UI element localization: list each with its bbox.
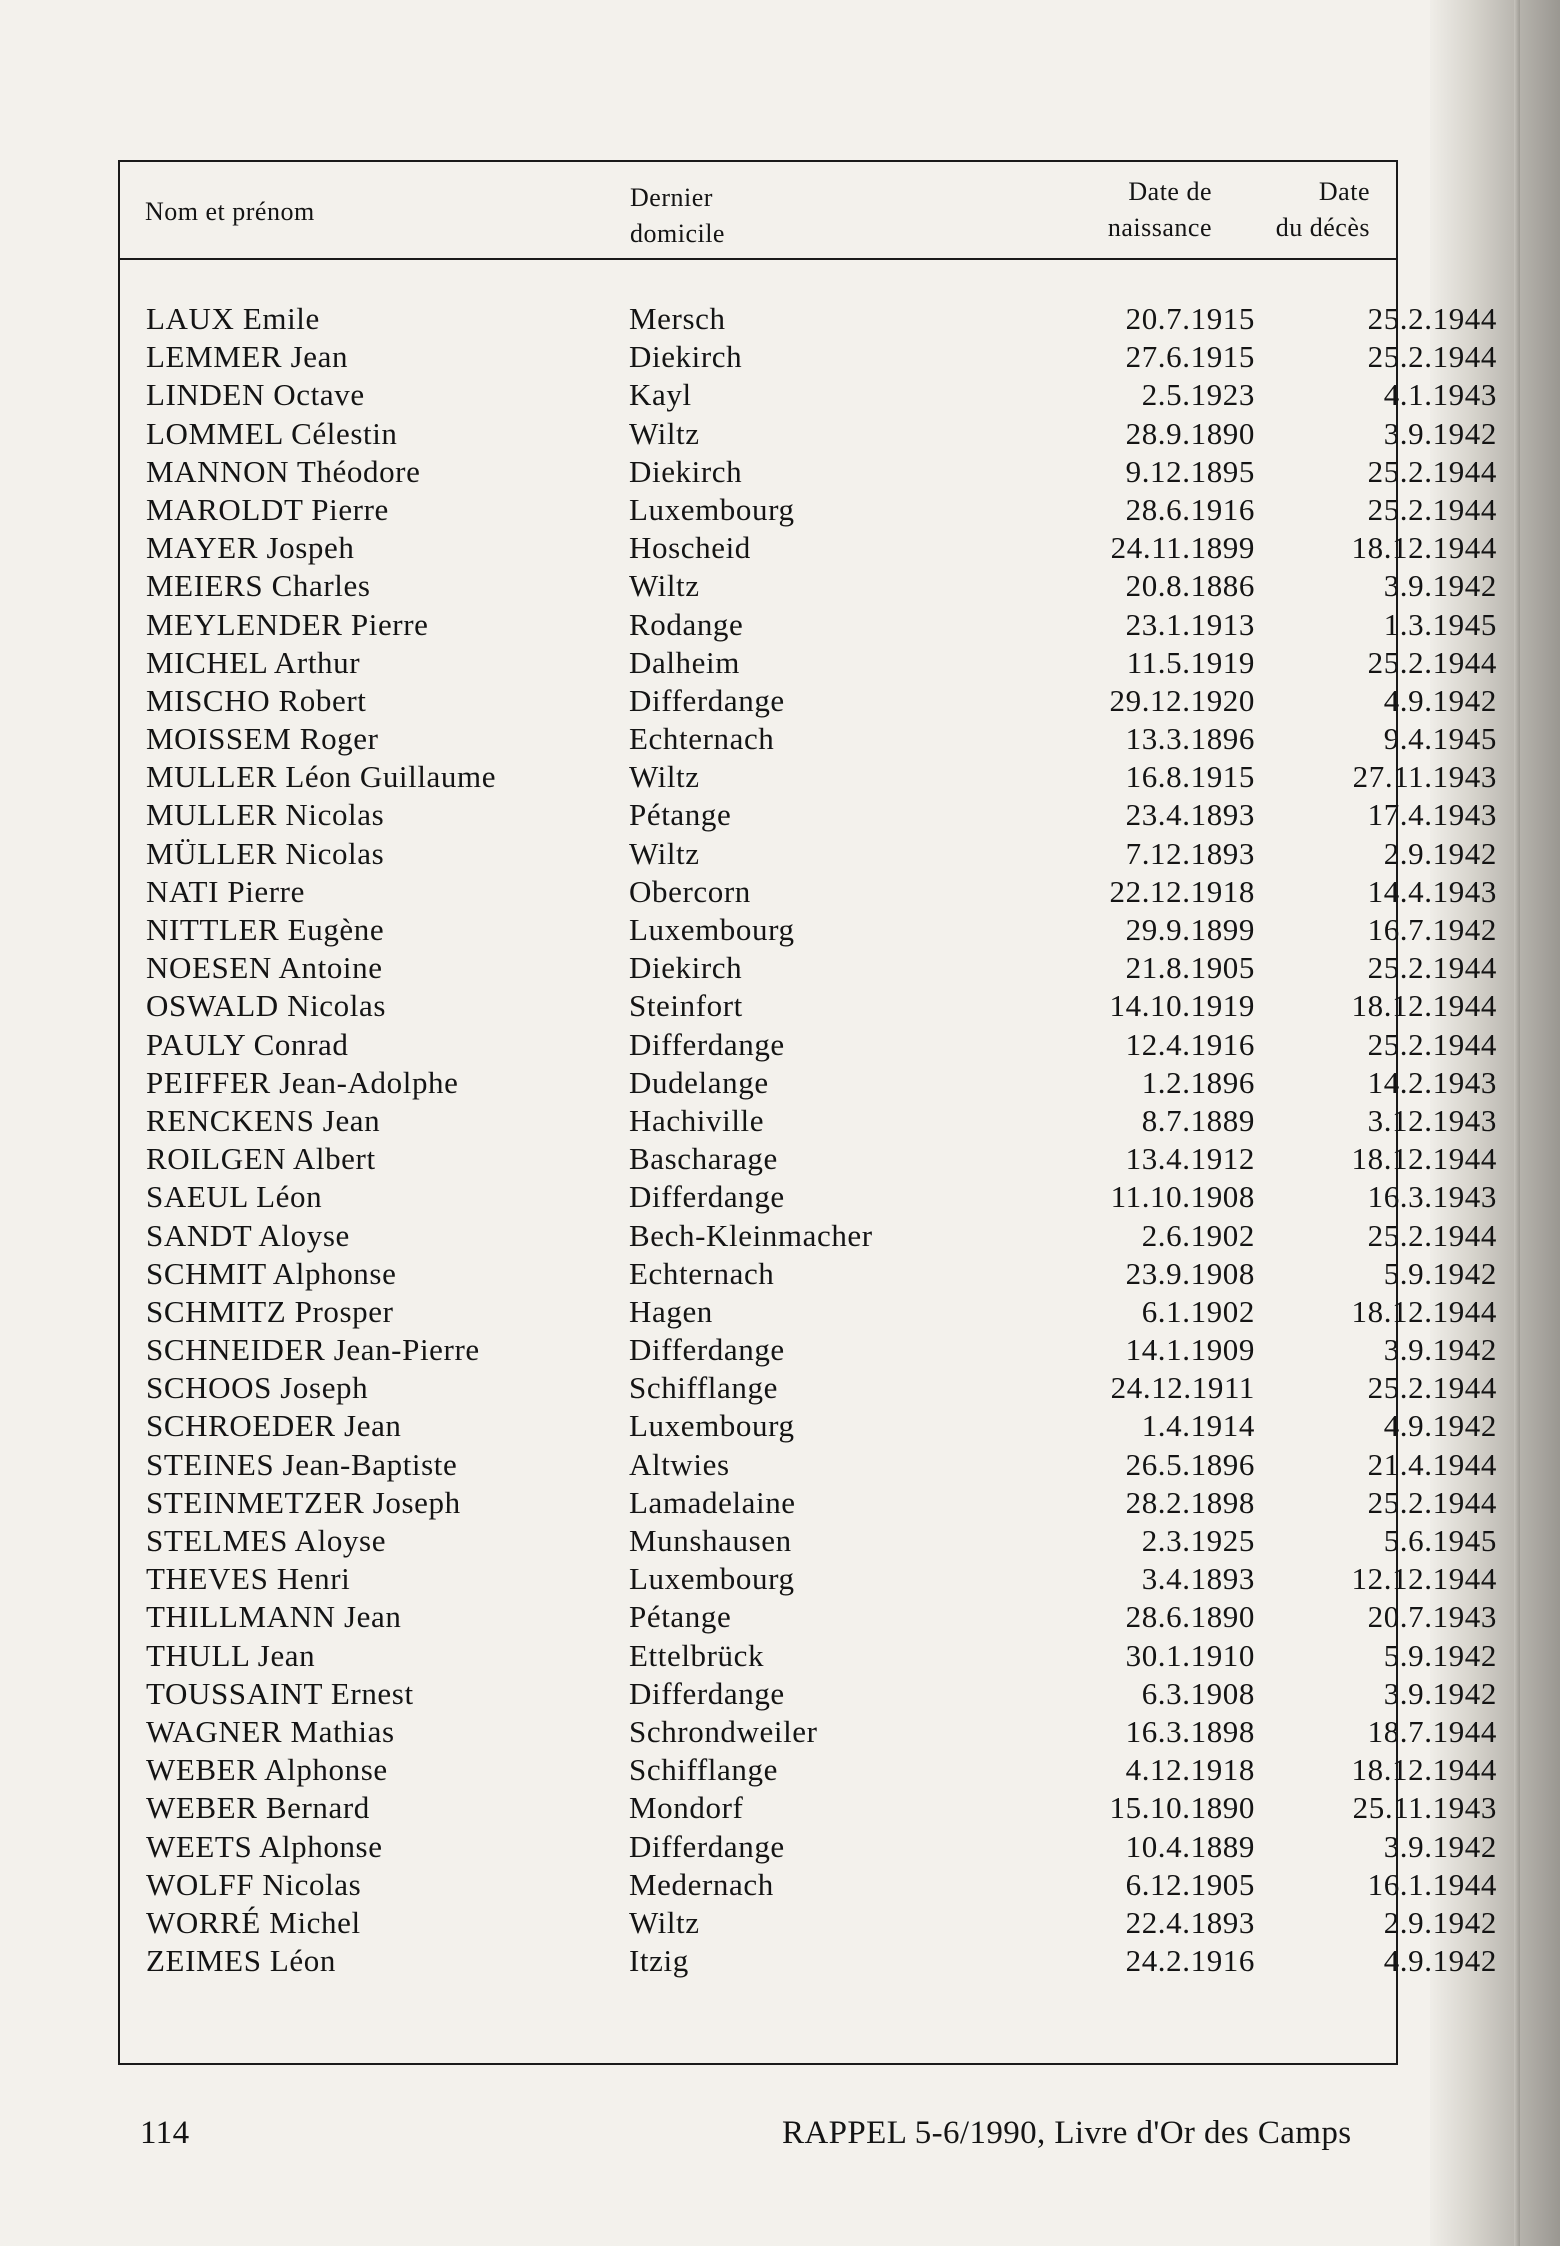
cell-birth-date: 20.7.1915 — [1125, 301, 1255, 336]
cell-name: MANNON Théodore — [146, 453, 421, 489]
cell-birth-date: 14.1.1909 — [1125, 1332, 1255, 1368]
cell-birth-date: 30.1.1910 — [1125, 1637, 1255, 1673]
cell-domicile: Steinfort — [629, 988, 743, 1024]
cell-birth-date: 23.1.1913 — [1125, 606, 1255, 642]
table-row — [120, 1293, 1497, 1331]
cell-birth-date: 28.6.1916 — [1125, 491, 1255, 527]
table-row — [120, 1637, 1497, 1675]
cell-birth-date: 11.5.1919 — [1126, 644, 1255, 680]
cell-domicile: Wiltz — [629, 1904, 700, 1940]
cell-birth-date: 1.2.1896 — [1141, 1064, 1255, 1100]
table-row — [120, 1598, 1497, 1636]
cell-birth-date: 2.6.1902 — [1141, 1217, 1255, 1253]
cell-death-date: 4.9.1942 — [1383, 1943, 1497, 1979]
cell-domicile: Rodange — [629, 606, 744, 642]
table-row — [120, 1828, 1497, 1866]
column-header-domicile — [630, 180, 830, 252]
cell-domicile: Munshausen — [629, 1523, 792, 1558]
table-row — [120, 415, 1497, 453]
cell-birth-date: 6.12.1905 — [1125, 1866, 1255, 1902]
cell-death-date: 9.4.1945 — [1383, 721, 1497, 757]
column-header-name: Nom et prénom — [145, 197, 315, 226]
cell-name: MULLER Nicolas — [146, 797, 385, 833]
cell-name: MAYER Jospeh — [146, 530, 355, 566]
cell-name: LAUX Emile — [146, 301, 320, 336]
column-header-death-line1: Date — [1318, 177, 1370, 206]
cell-death-date: 21.4.1944 — [1367, 1446, 1497, 1482]
table-row — [120, 835, 1497, 873]
cell-death-date: 18.12.1944 — [1351, 1293, 1497, 1329]
cell-name: PAULY Conrad — [146, 1026, 349, 1062]
cell-name: SCHNEIDER Jean-Pierre — [146, 1332, 480, 1368]
table-row — [120, 682, 1497, 720]
cell-name: STEINES Jean-Baptiste — [146, 1446, 458, 1482]
cell-birth-date: 23.4.1893 — [1125, 797, 1255, 833]
cell-domicile: Medernach — [629, 1866, 774, 1902]
cell-birth-date: 22.4.1893 — [1125, 1904, 1255, 1940]
cell-name: MEIERS Charles — [146, 568, 371, 604]
cell-death-date: 25.2.1944 — [1367, 1026, 1497, 1062]
table-row — [120, 1560, 1497, 1598]
cell-name: WOLFF Nicolas — [146, 1866, 362, 1902]
cell-birth-date: 28.2.1898 — [1125, 1484, 1255, 1520]
cell-name: PEIFFER Jean-Adolphe — [146, 1064, 459, 1100]
cell-birth-date: 13.4.1912 — [1125, 1141, 1255, 1177]
cell-death-date: 25.2.1944 — [1367, 644, 1497, 680]
cell-death-date: 5.9.1942 — [1383, 1637, 1497, 1673]
table-row — [120, 1484, 1497, 1522]
cell-domicile: Wiltz — [629, 568, 700, 604]
cell-name: THULL Jean — [146, 1637, 316, 1673]
cell-domicile: Luxembourg — [629, 1408, 795, 1444]
cell-birth-date: 10.4.1889 — [1125, 1828, 1255, 1864]
cell-death-date: 5.6.1945 — [1383, 1523, 1497, 1558]
table-body — [120, 300, 1497, 1980]
cell-name: WEBER Bernard — [146, 1790, 370, 1826]
cell-name: SANDT Aloyse — [146, 1217, 350, 1253]
table-row — [120, 1026, 1497, 1064]
table-row — [120, 1866, 1497, 1904]
page-edge — [1514, 0, 1520, 2246]
table-row — [120, 1675, 1497, 1713]
table-row — [120, 606, 1497, 644]
cell-domicile: Differdange — [629, 1179, 785, 1215]
cell-birth-date: 23.9.1908 — [1125, 1255, 1255, 1291]
cell-death-date: 3.9.1942 — [1383, 415, 1497, 451]
cell-birth-date: 9.12.1895 — [1125, 453, 1255, 489]
cell-death-date: 1.3.1945 — [1383, 606, 1497, 642]
cell-domicile: Mersch — [629, 301, 726, 336]
cell-name: LINDEN Octave — [146, 377, 365, 413]
cell-birth-date: 22.12.1918 — [1109, 873, 1255, 909]
cell-name: MOISSEM Roger — [146, 721, 379, 757]
table-row — [120, 376, 1497, 414]
cell-death-date: 25.2.1944 — [1367, 301, 1497, 336]
table-row — [120, 1751, 1497, 1789]
cell-birth-date: 4.12.1918 — [1125, 1752, 1255, 1788]
cell-birth-date: 21.8.1905 — [1125, 950, 1255, 986]
cell-domicile: Hachiville — [629, 1102, 765, 1138]
cell-death-date: 25.2.1944 — [1367, 453, 1497, 489]
cell-birth-date: 6.1.1902 — [1141, 1293, 1255, 1329]
cell-death-date: 2.9.1942 — [1383, 1904, 1497, 1940]
cell-birth-date: 2.3.1925 — [1141, 1523, 1255, 1558]
table-row — [120, 1446, 1497, 1484]
table-row — [120, 1942, 1497, 1980]
cell-domicile: Wiltz — [629, 415, 700, 451]
cell-birth-date: 14.10.1919 — [1109, 988, 1255, 1024]
cell-domicile: Schifflange — [629, 1752, 778, 1788]
table-row — [120, 1904, 1497, 1942]
table-row — [120, 1522, 1497, 1560]
cell-birth-date: 24.12.1911 — [1110, 1370, 1255, 1406]
cell-birth-date: 24.11.1899 — [1110, 530, 1255, 566]
cell-name: SCHOOS Joseph — [146, 1370, 369, 1406]
cell-domicile: Differdange — [629, 1828, 785, 1864]
cell-birth-date: 28.9.1890 — [1125, 415, 1255, 451]
cell-domicile: Pétange — [629, 1599, 732, 1635]
cell-death-date: 25.2.1944 — [1367, 950, 1497, 986]
cell-death-date: 17.4.1943 — [1367, 797, 1497, 833]
cell-death-date: 25.11.1943 — [1352, 1790, 1497, 1826]
table-row — [120, 300, 1497, 338]
table-row — [120, 1369, 1497, 1407]
cell-name: STEINMETZER Joseph — [146, 1484, 461, 1520]
cell-birth-date: 11.10.1908 — [1110, 1179, 1255, 1215]
cell-domicile: Wiltz — [629, 759, 700, 795]
table-row — [120, 1064, 1497, 1102]
cell-death-date: 16.7.1942 — [1367, 912, 1497, 947]
table-row — [120, 1789, 1497, 1827]
cell-birth-date: 16.3.1898 — [1125, 1713, 1255, 1749]
table-row — [120, 529, 1497, 567]
cell-domicile: Altwies — [629, 1446, 730, 1482]
cell-death-date: 4.1.1943 — [1383, 377, 1497, 413]
cell-name: SCHROEDER Jean — [146, 1408, 402, 1444]
cell-death-date: 4.9.1942 — [1383, 682, 1497, 718]
cell-name: STELMES Aloyse — [146, 1523, 387, 1558]
cell-domicile: Wiltz — [629, 835, 700, 871]
table-row — [120, 1102, 1497, 1140]
cell-name: SAEUL Léon — [146, 1179, 323, 1215]
table-row — [120, 949, 1497, 987]
cell-name: WEETS Alphonse — [146, 1828, 383, 1864]
cell-name: OSWALD Nicolas — [146, 988, 387, 1024]
cell-domicile: Bech-Kleinmacher — [629, 1217, 873, 1253]
cell-name: SCHMIT Alphonse — [146, 1255, 397, 1291]
cell-death-date: 14.2.1943 — [1367, 1064, 1497, 1100]
column-header-death-date — [1150, 174, 1370, 246]
cell-domicile: Schifflange — [629, 1370, 778, 1406]
cell-death-date: 25.2.1944 — [1367, 1370, 1497, 1406]
cell-death-date: 3.9.1942 — [1383, 1828, 1497, 1864]
cell-domicile: Echternach — [629, 1255, 775, 1291]
cell-domicile: Luxembourg — [629, 1561, 795, 1597]
cell-domicile: Hagen — [629, 1293, 713, 1329]
cell-domicile: Hoscheid — [629, 530, 751, 566]
table-row — [120, 338, 1497, 376]
cell-birth-date: 2.5.1923 — [1141, 377, 1255, 413]
cell-domicile: Itzig — [629, 1943, 689, 1979]
cell-death-date: 27.11.1943 — [1352, 759, 1497, 795]
cell-domicile: Dudelange — [629, 1064, 769, 1100]
cell-death-date: 18.12.1944 — [1351, 530, 1497, 566]
cell-death-date: 3.9.1942 — [1383, 1675, 1497, 1711]
table-row — [120, 491, 1497, 529]
cell-death-date: 25.2.1944 — [1367, 1484, 1497, 1520]
cell-birth-date: 24.2.1916 — [1125, 1943, 1255, 1979]
cell-birth-date: 13.3.1896 — [1125, 721, 1255, 757]
table-row — [120, 1713, 1497, 1751]
cell-domicile: Differdange — [629, 1332, 785, 1368]
table-row — [120, 453, 1497, 491]
cell-death-date: 14.4.1943 — [1367, 873, 1497, 909]
cell-birth-date: 29.12.1920 — [1109, 682, 1255, 718]
header-divider — [120, 258, 1396, 260]
table-row — [120, 1217, 1497, 1255]
cell-name: NITTLER Eugène — [146, 912, 385, 947]
cell-death-date: 3.9.1942 — [1383, 568, 1497, 604]
cell-domicile: Diekirch — [629, 453, 743, 489]
publication-source: RAPPEL 5-6/1990, Livre d'Or des Camps — [782, 2115, 1352, 2151]
cell-birth-date: 1.4.1914 — [1141, 1408, 1255, 1444]
table-row — [120, 911, 1497, 949]
honor-roll-table — [118, 160, 1497, 2065]
cell-name: SCHMITZ Prosper — [146, 1293, 394, 1329]
cell-name: MEYLENDER Pierre — [146, 606, 429, 642]
cell-name: NOESEN Antoine — [146, 950, 383, 986]
table-row — [120, 567, 1497, 605]
column-header-domicile-line1: Dernier — [630, 183, 713, 212]
cell-birth-date: 16.8.1915 — [1125, 759, 1255, 795]
table-row — [120, 987, 1497, 1025]
cell-name: THEVES Henri — [146, 1561, 351, 1597]
cell-death-date: 5.9.1942 — [1383, 1255, 1497, 1291]
cell-birth-date: 15.10.1890 — [1109, 1790, 1255, 1826]
cell-death-date: 16.1.1944 — [1367, 1866, 1497, 1902]
cell-name: ZEIMES Léon — [146, 1943, 336, 1979]
cell-death-date: 2.9.1942 — [1383, 835, 1497, 871]
cell-birth-date: 3.4.1893 — [1141, 1561, 1255, 1597]
cell-name: NATI Pierre — [146, 873, 305, 909]
cell-name: MISCHO Robert — [146, 682, 367, 718]
cell-birth-date: 12.4.1916 — [1125, 1026, 1255, 1062]
cell-birth-date: 20.8.1886 — [1125, 568, 1255, 604]
cell-death-date: 18.12.1944 — [1351, 988, 1497, 1024]
cell-domicile: Differdange — [629, 1026, 785, 1062]
table-row — [120, 1255, 1497, 1293]
cell-death-date: 25.2.1944 — [1367, 1217, 1497, 1253]
cell-death-date: 25.2.1944 — [1367, 491, 1497, 527]
cell-name: MICHEL Arthur — [146, 644, 361, 680]
cell-name: RENCKENS Jean — [146, 1102, 381, 1138]
cell-name: TOUSSAINT Ernest — [146, 1675, 414, 1711]
cell-name: WORRÉ Michel — [146, 1904, 361, 1940]
page-number: 114 — [140, 2115, 190, 2151]
cell-domicile: Bascharage — [629, 1141, 778, 1177]
cell-birth-date: 6.3.1908 — [1141, 1675, 1255, 1711]
cell-name: MAROLDT Pierre — [146, 491, 389, 527]
cell-death-date: 12.12.1944 — [1351, 1561, 1497, 1597]
cell-domicile: Dalheim — [629, 644, 740, 680]
cell-domicile: Mondorf — [629, 1790, 744, 1826]
table-row — [120, 1178, 1497, 1216]
cell-domicile: Luxembourg — [629, 491, 795, 527]
cell-name: LOMMEL Célestin — [146, 415, 398, 451]
cell-birth-date: 26.5.1896 — [1125, 1446, 1255, 1482]
table-row — [120, 1331, 1497, 1369]
cell-name: WEBER Alphonse — [146, 1752, 388, 1788]
cell-domicile: Differdange — [629, 682, 785, 718]
cell-name: ROILGEN Albert — [146, 1141, 376, 1177]
cell-birth-date: 28.6.1890 — [1125, 1599, 1255, 1635]
cell-domicile: Schrondweiler — [629, 1713, 818, 1749]
cell-name: MULLER Léon Guillaume — [146, 759, 497, 795]
column-header-domicile-line2: domicile — [630, 219, 725, 248]
cell-death-date: 3.12.1943 — [1367, 1102, 1497, 1138]
table-row — [120, 873, 1497, 911]
cell-death-date: 18.12.1944 — [1351, 1752, 1497, 1788]
cell-death-date: 3.9.1942 — [1383, 1332, 1497, 1368]
cell-birth-date: 7.12.1893 — [1125, 835, 1255, 871]
table-row — [120, 644, 1497, 682]
table-row — [120, 796, 1497, 834]
cell-death-date: 18.7.1944 — [1367, 1713, 1497, 1749]
column-header-birth-line1: Date de — [1128, 177, 1212, 206]
cell-domicile: Diekirch — [629, 339, 743, 375]
cell-name: THILLMANN Jean — [146, 1599, 402, 1635]
cell-domicile: Obercorn — [629, 873, 751, 909]
table-row — [120, 720, 1497, 758]
cell-domicile: Diekirch — [629, 950, 743, 986]
cell-birth-date: 8.7.1889 — [1141, 1102, 1255, 1138]
cell-domicile: Echternach — [629, 721, 775, 757]
cell-death-date: 25.2.1944 — [1367, 339, 1497, 375]
cell-name: LEMMER Jean — [146, 339, 349, 375]
cell-name: MÜLLER Nicolas — [146, 835, 385, 871]
cell-name: WAGNER Mathias — [146, 1713, 395, 1749]
cell-domicile: Lamadelaine — [629, 1484, 796, 1520]
cell-domicile: Kayl — [629, 377, 692, 413]
cell-death-date: 4.9.1942 — [1383, 1408, 1497, 1444]
column-header-death-line2: du décès — [1275, 213, 1370, 242]
cell-domicile: Differdange — [629, 1675, 785, 1711]
cell-birth-date: 29.9.1899 — [1125, 912, 1255, 947]
cell-domicile: Pétange — [629, 797, 732, 833]
column-header-birth-line2: naissance — [1107, 213, 1212, 242]
table-row — [120, 1140, 1497, 1178]
cell-death-date: 16.3.1943 — [1367, 1179, 1497, 1215]
table-row — [120, 1407, 1497, 1445]
cell-death-date: 20.7.1943 — [1367, 1599, 1497, 1635]
cell-domicile: Ettelbrück — [629, 1637, 765, 1673]
table-row — [120, 758, 1497, 796]
cell-death-date: 18.12.1944 — [1351, 1141, 1497, 1177]
cell-domicile: Luxembourg — [629, 912, 795, 947]
cell-birth-date: 27.6.1915 — [1125, 339, 1255, 375]
